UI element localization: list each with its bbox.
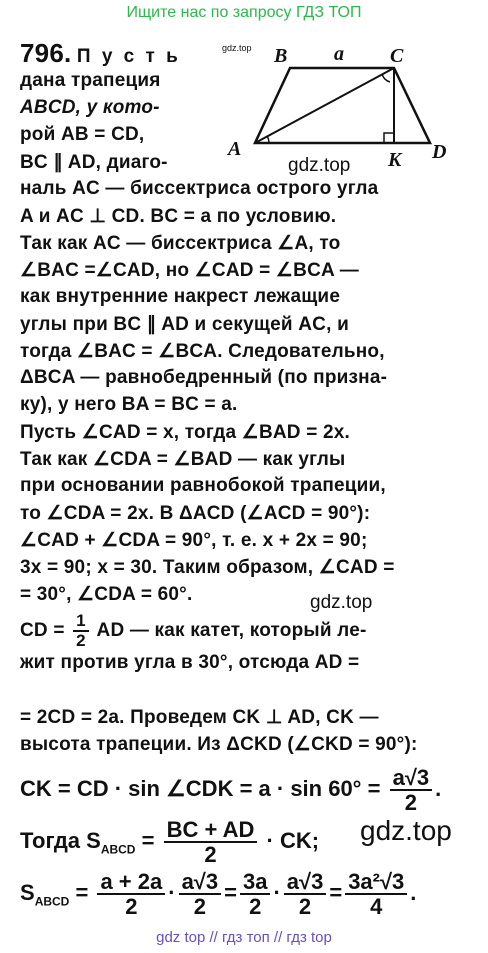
text-line-24: = 2CD = 2a. Проведем CK ⊥ AD, CK — — [20, 707, 379, 728]
text-line-2: дана трапеция — [20, 70, 161, 91]
watermark: gdz.top — [288, 155, 351, 176]
period: . — [435, 775, 442, 801]
denominator: 2 — [204, 842, 217, 868]
top-banner: Ищите нас по запросу ГДЗ ТОП — [126, 4, 362, 21]
text-line-6: наль AC — биссектриса острого угла — [20, 178, 379, 199]
fraction — [390, 766, 433, 814]
fraction — [179, 870, 222, 918]
formula-ck — [20, 766, 441, 814]
numerator: a√3 — [390, 766, 433, 791]
equals: = — [135, 827, 155, 853]
formula-area-final: $S_{ABCD}$ = $\frac{a + 2a}{2}$ · $\frac{a√3}{2}$ = $\frac{3a}{2}$ · $\frac{a√3}{2}$ = $\frac{\text{3a²√3}}{4}$ . — [20, 869, 417, 920]
bottom-banner: gdz top // гдз топ // гдз top — [156, 929, 332, 946]
text-line-8: Так как AC — биссектриса ∠A, то — [20, 233, 341, 254]
denominator: 2 — [404, 790, 417, 816]
fraction — [97, 870, 165, 918]
numerator: 3a²√3 — [345, 870, 407, 895]
numerator: 3a — [240, 870, 270, 895]
denominator: 2 — [298, 894, 312, 920]
text-line-15: Пусть ∠CAD = x, тогда ∠BAD = 2x. — [20, 422, 350, 443]
watermark: gdz.top — [222, 43, 252, 53]
trapezoid-shape — [255, 68, 430, 143]
text-segment: AD — как катет, который ле- — [96, 619, 367, 641]
right-angle-mark-k — [384, 133, 394, 143]
fraction — [240, 870, 270, 918]
text-line-13: ΔBCA — равнобедренный (по призна- — [20, 367, 388, 388]
watermark: gdz.top — [310, 592, 373, 613]
equals: = — [69, 879, 89, 905]
numerator: a + 2a — [97, 870, 165, 895]
label-c: C — [390, 45, 404, 67]
text-line-21: = 30°, ∠CDA = 60°. — [20, 584, 193, 605]
problem-number: 796. — [20, 38, 72, 68]
text-line-14: ку), у него BA = BC = a. — [20, 394, 238, 415]
text-line-9: ∠BAC =∠CAD, но ∠CAD = ∠BCA — — [20, 260, 359, 281]
fraction — [284, 870, 327, 918]
text-line-4: рой AB = CD, — [20, 124, 145, 145]
text-line-5: BC ∥ AD, диаго- — [20, 152, 168, 173]
angle-arc-c — [382, 74, 390, 82]
numerator: a√3 — [179, 870, 222, 895]
subscript: ABCD — [34, 894, 70, 909]
text-line-16: Так как ∠CDA = ∠BAD — как углы — [20, 449, 346, 470]
label-b: B — [274, 45, 288, 67]
text-line-22 — [20, 612, 367, 650]
denominator: 2 — [193, 894, 206, 920]
fraction — [73, 612, 89, 650]
denominator: 4 — [370, 894, 383, 920]
label-a: A — [228, 138, 242, 160]
formula-text: · CK; — [266, 827, 320, 853]
formula-text: S — [20, 879, 35, 905]
text-line-25: высота трапеции. Из ΔCKD (∠CKD = 90°): — [20, 734, 418, 755]
text-line-12: тогда ∠BAC = ∠BCA. Следовательно, — [20, 341, 385, 362]
text-line-18: то ∠CDA = 2x. В ΔACD (∠ACD = 90°): — [20, 503, 371, 524]
denominator: 2 — [76, 630, 86, 650]
formula-text: Тогда S — [20, 827, 101, 853]
numerator: 1 — [73, 612, 89, 632]
diagonal-ac — [255, 68, 394, 143]
text-line-11: углы при BC ∥ AD и секущей AC, и — [20, 314, 349, 335]
text-line-1 — [20, 38, 181, 69]
text-line-10: как внутренние накрест лежащие — [20, 286, 341, 307]
text-line-17: при основании равнобокой трапеции, — [20, 475, 386, 496]
text-line-3: ABCD, у кото- — [20, 97, 160, 118]
formula-text: CK = CD · sin ∠CDK = a · sin 60° = — [20, 775, 381, 801]
formula-area-general — [20, 818, 319, 866]
text-line-23: жит против угла в 30°, отсюда AD = — [20, 652, 360, 673]
fraction — [164, 818, 258, 866]
label-a-side: a — [334, 43, 344, 65]
watermark: gdz.top — [360, 815, 452, 846]
text-line-20: 3x = 90; x = 30. Таким образом, ∠CAD = — [20, 557, 395, 578]
label-d: D — [432, 141, 447, 163]
denominator: 2 — [249, 894, 262, 920]
text-segment: П у с т ь — [76, 46, 181, 67]
text-line-19: ∠CAD + ∠CDA = 90°, т. е. x + 2x = 90; — [20, 530, 368, 551]
text-line-7: A и AC ⊥ CD. BC = a по условию. — [20, 206, 337, 227]
subscript: ABCD — [100, 842, 136, 857]
denominator: 2 — [125, 894, 138, 920]
text-segment: CD = — [20, 619, 65, 641]
fraction — [345, 870, 407, 918]
numerator: BC + AD — [164, 818, 258, 843]
label-k: K — [388, 149, 402, 171]
numerator: a√3 — [284, 870, 327, 895]
